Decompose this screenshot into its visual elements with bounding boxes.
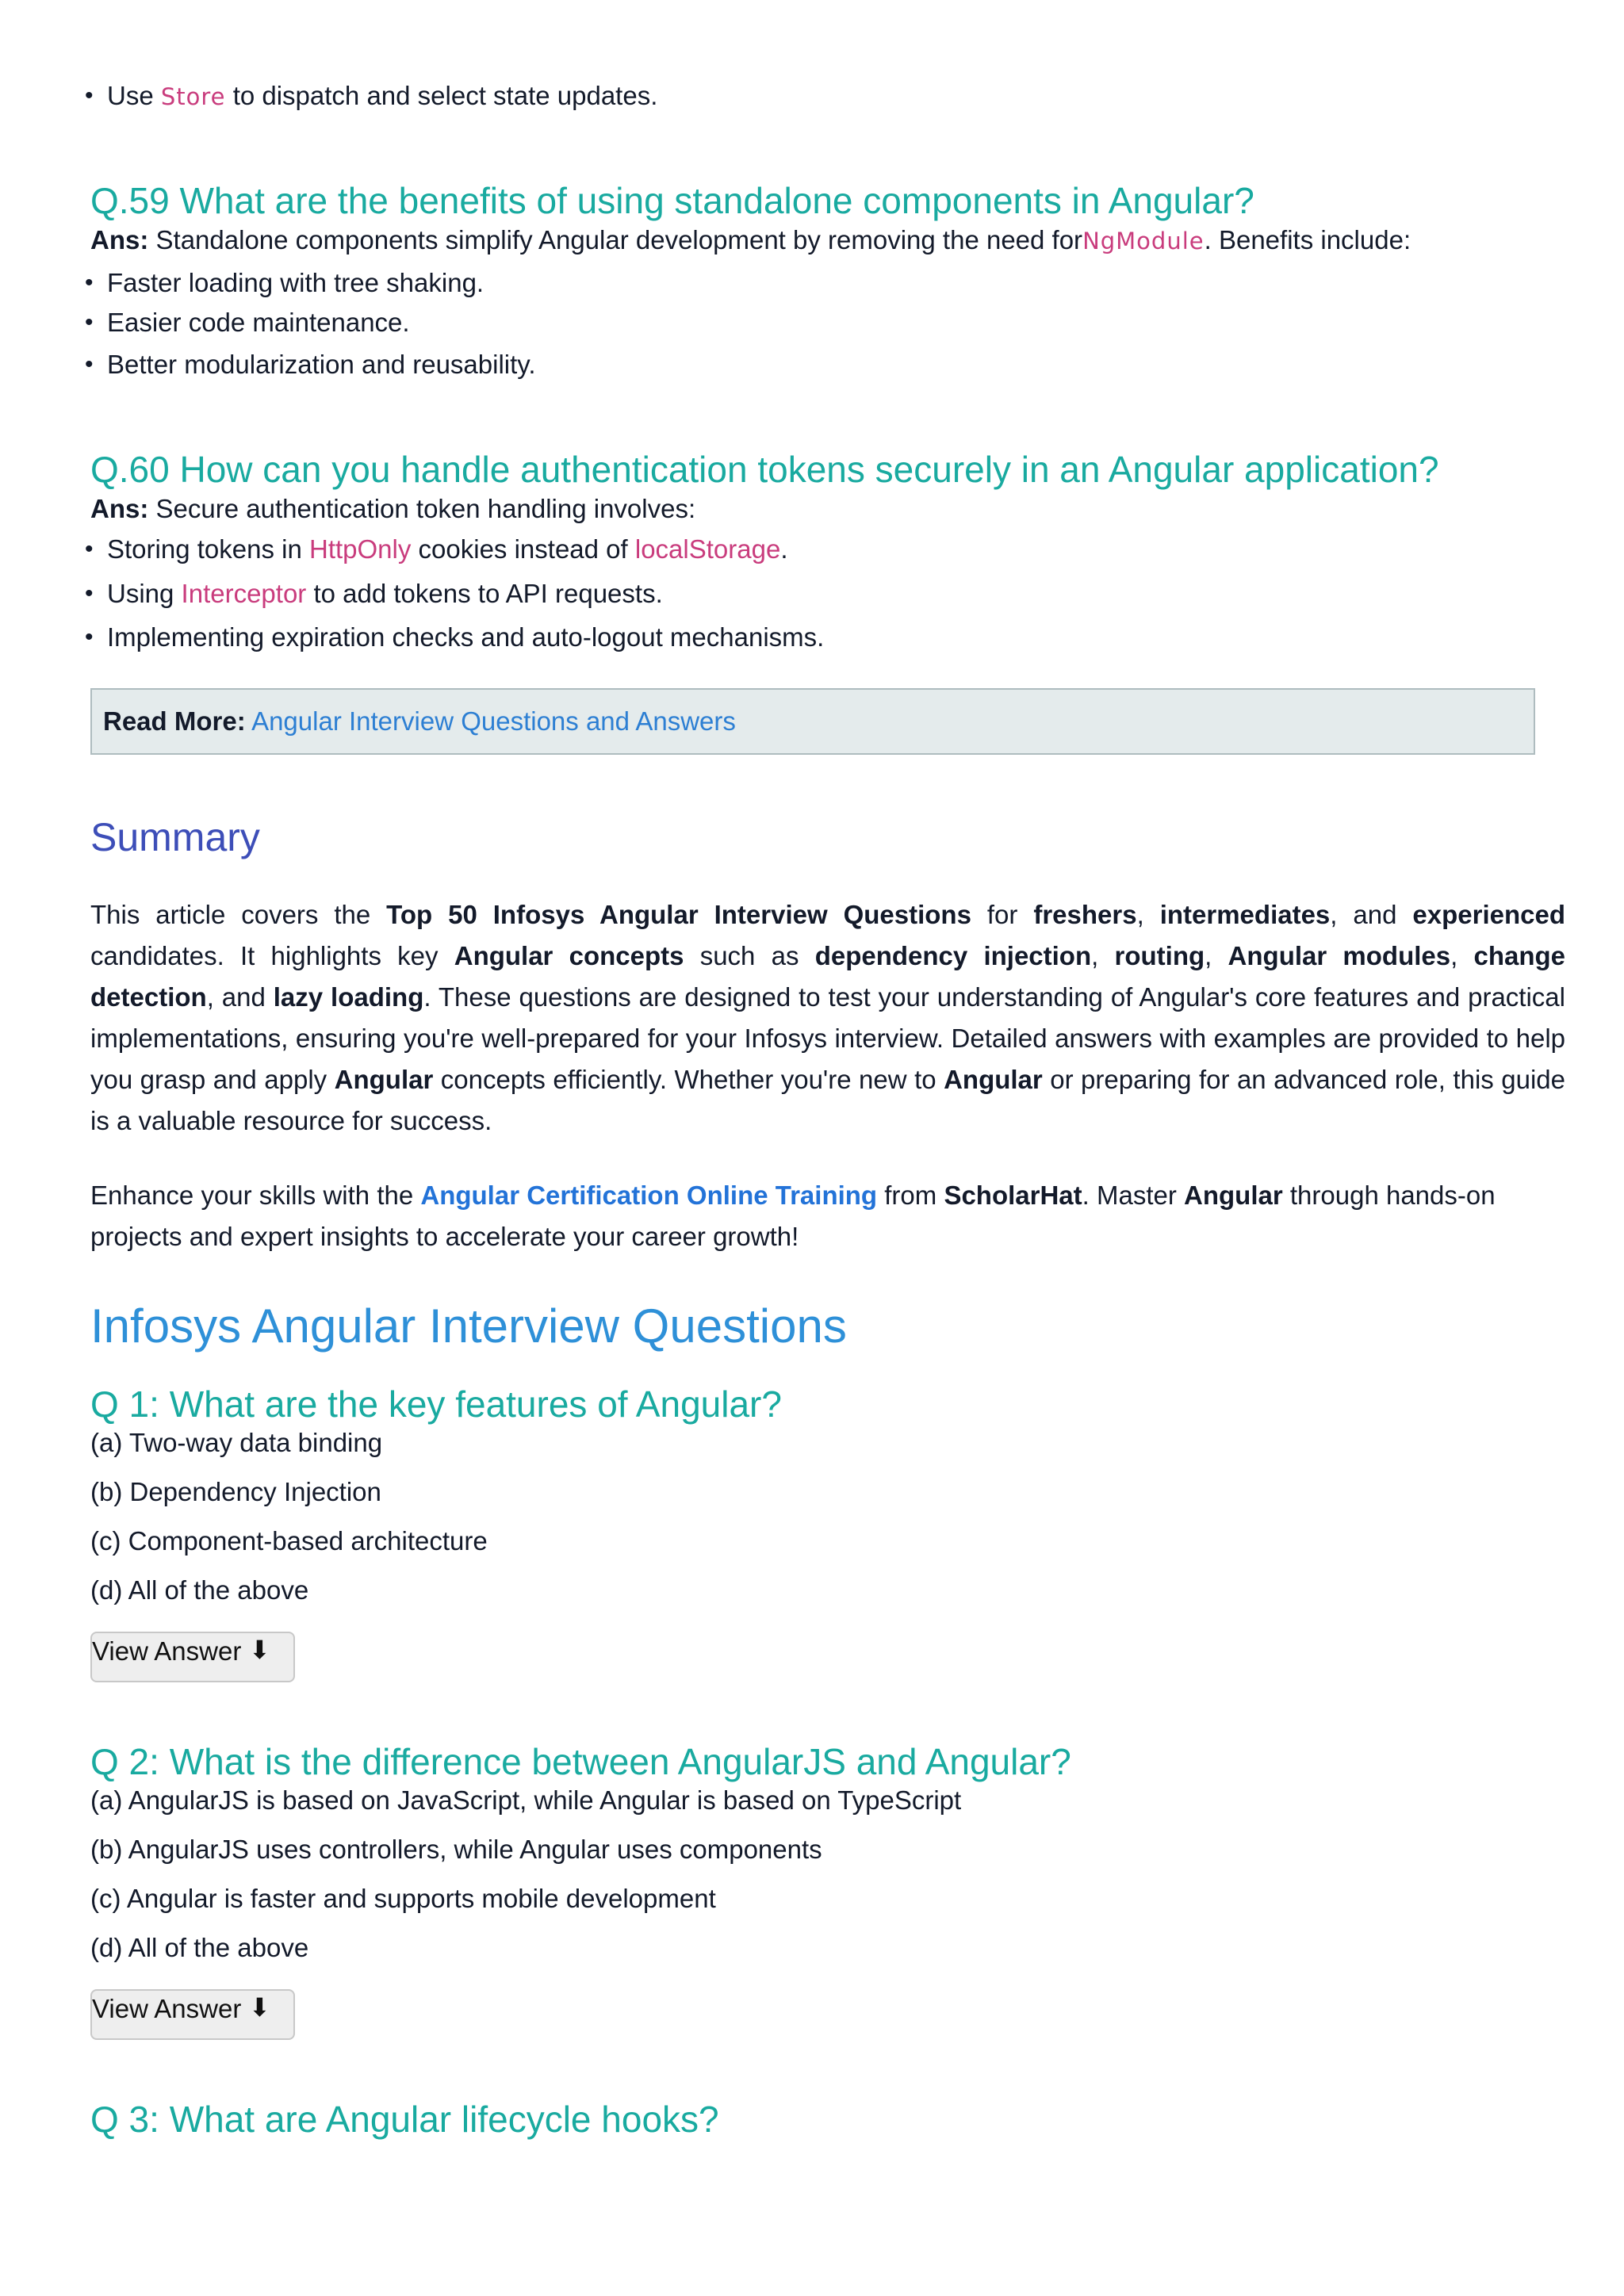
- view-answer-label: View Answer: [92, 1636, 242, 1666]
- quiz-question-heading: Q 3: What are Angular lifecycle hooks?: [90, 2099, 719, 2141]
- quiz-option: (d) All of the above: [90, 1575, 309, 1605]
- bullet-text: to add tokens to API requests.: [313, 579, 663, 608]
- arrow-down-icon: ⬇: [249, 1636, 270, 1664]
- arrow-down-icon: ⬇: [249, 1993, 270, 2022]
- bullet-text: Storing tokens in: [107, 534, 302, 564]
- quiz-option: (c) Angular is faster and supports mobile development: [90, 1884, 716, 1913]
- quiz-option: (c) Component-based architecture: [90, 1526, 488, 1556]
- question-heading: Q.59 What are the benefits of using standalone components in Angular?: [90, 180, 1254, 222]
- view-answer-label: View Answer: [92, 1994, 242, 2023]
- summary-paragraph: This article covers the Top 50 Infosys Angular Interview Questions for freshers, intermediates, and experienced candidates. It highlights key Angular concepts such as dependency injection, routing, Angular modules, change detection, and lazy loading. These questions are designed to test your understanding of Angular's core features and practical implementations, ensuring you're well-prepared for your Infosys interview. Detailed answers with examples are provided to help you grasp and apply Angular concepts efficiently. Whether you're new to Angular or preparing for an advanced role, this guide is a valuable resource for success.: [90, 900, 1566, 1135]
- quiz-option: (b) Dependency Injection: [90, 1477, 381, 1506]
- read-more-line: [103, 706, 736, 737]
- answer-label: Ans:: [90, 494, 149, 523]
- list-item: • Better modularization and reusability.: [107, 350, 536, 380]
- bullet-text: Use: [107, 81, 154, 110]
- bullet-text: to dispatch and select state updates.: [232, 81, 658, 110]
- list-item: • Implementing expiration checks and auto-logout mechanisms.: [107, 622, 824, 652]
- bullet-text: .: [780, 534, 788, 564]
- list-item: • Faster loading with tree shaking.: [107, 268, 484, 298]
- inline-code: Store: [160, 83, 226, 110]
- promo-paragraph: Enhance your skills with the Angular Certification Online Training from ScholarHat. Master Angular through hands-on projects and expert insights to accelerate your career growth!: [90, 1181, 1496, 1251]
- quiz-option: (b) AngularJS uses controllers, while Angular uses components: [90, 1835, 822, 1864]
- bullet-text: Using: [107, 579, 174, 608]
- certification-link[interactable]: Angular Certification Online Training: [420, 1181, 878, 1210]
- quiz-question-heading: Q 2: What is the difference between AngularJS and Angular?: [90, 1741, 1071, 1783]
- answer-text: . Benefits include:: [1204, 225, 1411, 254]
- list-item: [107, 534, 788, 564]
- quiz-question-heading: Q 1: What are the key features of Angular?: [90, 1383, 782, 1425]
- list-item: [107, 579, 663, 609]
- section-heading: Infosys Angular Interview Questions: [90, 1299, 847, 1353]
- inline-code: NgModule: [1082, 228, 1205, 254]
- answer-line: [90, 493, 695, 525]
- answer-text: Standalone components simplify Angular development by removing the need for: [155, 225, 1083, 254]
- quiz-option: (a) AngularJS is based on JavaScript, while Angular is based on TypeScript: [90, 1785, 962, 1815]
- read-more-link[interactable]: Angular Interview Questions and Answers: [251, 706, 736, 736]
- answer-label: Ans:: [90, 225, 149, 254]
- list-item: • Easier code maintenance.: [107, 308, 410, 338]
- answer-line: [90, 224, 1411, 256]
- view-answer-button[interactable]: [90, 1632, 295, 1682]
- quiz-option: (d) All of the above: [90, 1933, 309, 1962]
- answer-text: Secure authentication token handling involves:: [155, 494, 696, 523]
- read-more-label: Read More:: [103, 706, 246, 736]
- summary-heading: Summary: [90, 814, 260, 859]
- question-heading: Q.60 How can you handle authentication tokens securely in an Angular application?: [90, 449, 1439, 491]
- highlight-term: Interceptor: [181, 579, 307, 608]
- view-answer-button[interactable]: [90, 1989, 295, 2040]
- read-more-box: [90, 688, 1535, 755]
- quiz-option: (a) Two-way data binding: [90, 1428, 383, 1457]
- list-item: [107, 81, 657, 111]
- bullet-text: cookies instead of: [418, 534, 628, 564]
- highlight-term: localStorage: [634, 534, 781, 564]
- highlight-term: HttpOnly: [308, 534, 412, 564]
